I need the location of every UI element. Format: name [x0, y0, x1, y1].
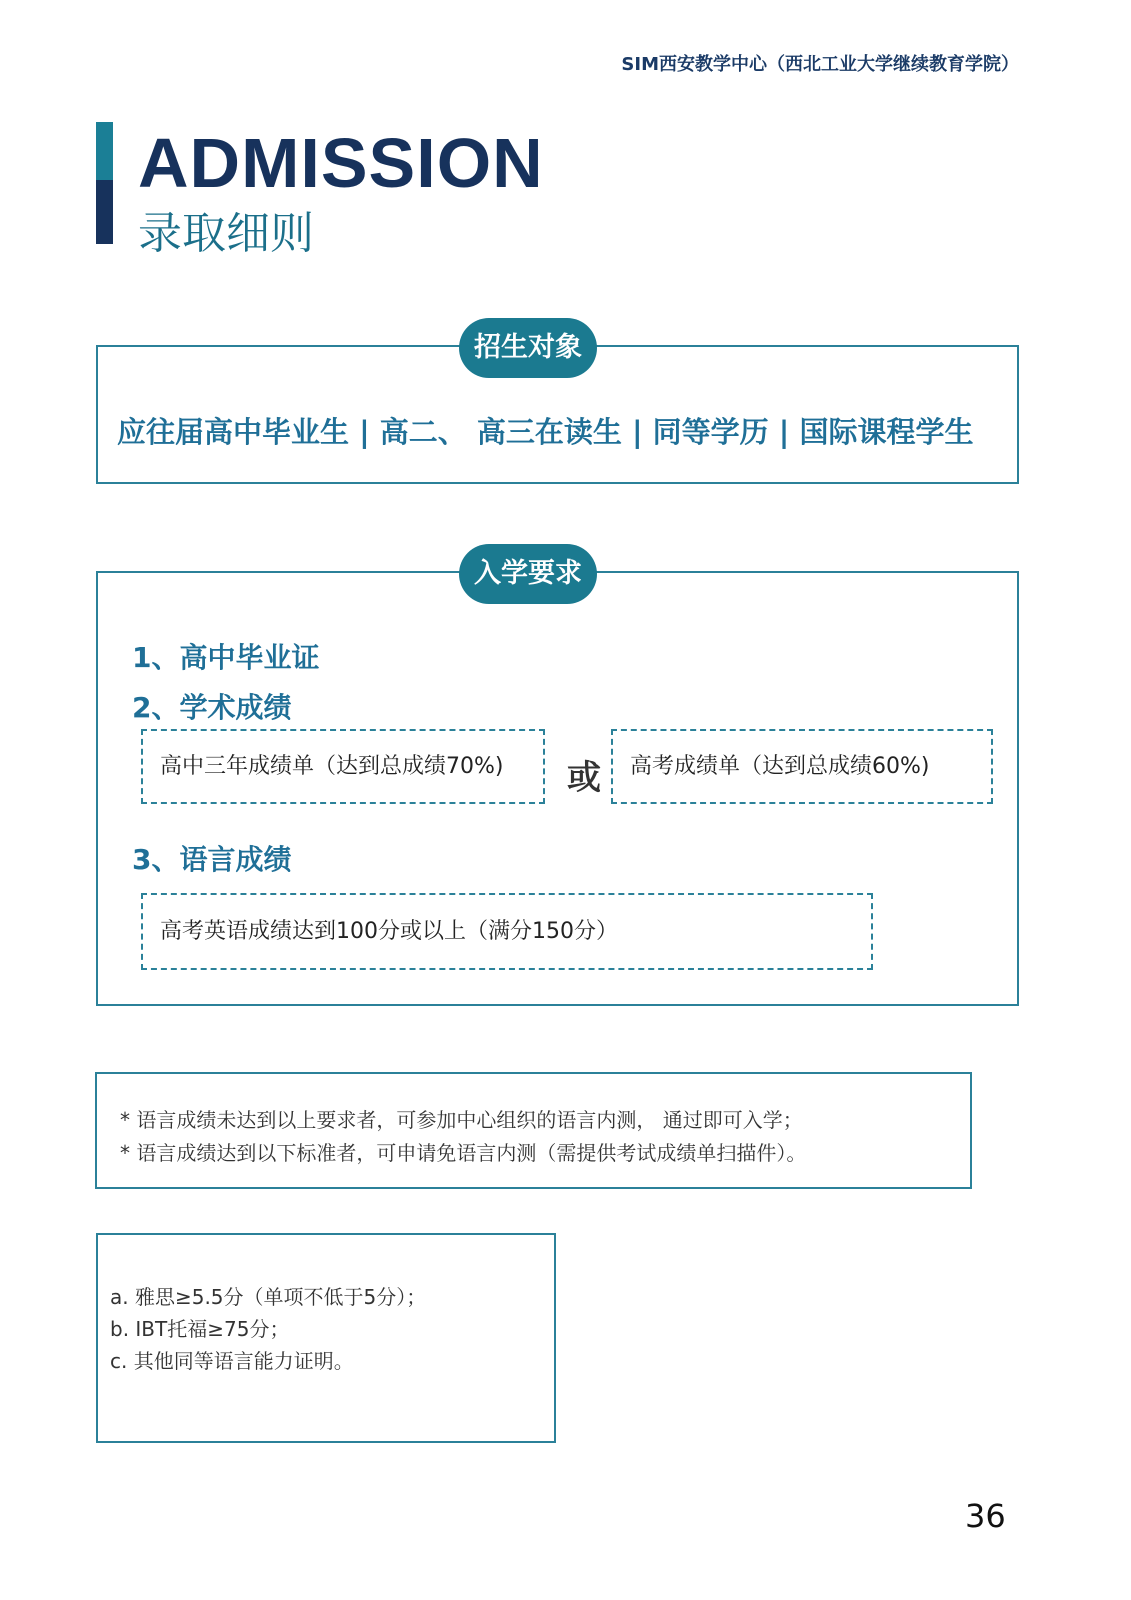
title-accent-bar-top — [96, 122, 113, 180]
requirement-language: 3、语言成绩 — [132, 843, 292, 876]
requirements-label: 入学要求 — [459, 544, 597, 604]
exam-other: c. 其他同等语言能力证明。 — [110, 1349, 354, 1373]
organization-header: SIM西安教学中心（西北工业大学继续教育学院） — [621, 54, 1019, 75]
academic-option-transcript-text: 高中三年成绩单（达到总成绩70%) — [160, 754, 504, 779]
language-note-2: * 语言成绩达到以下标准者，可申请免语言内测（需提供考试成绩单扫描件）。 — [120, 1141, 807, 1165]
or-separator: 或 — [567, 758, 601, 798]
page-number: 36 — [965, 1497, 1006, 1535]
academic-option-transcript — [141, 729, 545, 804]
page-title-english: ADMISSION — [138, 124, 544, 202]
language-note-1: * 语言成绩未达到以上要求者，可参加中心组织的语言内测， 通过即可入学； — [120, 1108, 803, 1132]
requirement-diploma: 1、高中毕业证 — [132, 641, 320, 674]
language-requirement-box — [141, 893, 873, 970]
academic-option-gaokao — [611, 729, 993, 804]
page-title-chinese: 录取细则 — [138, 208, 314, 259]
admission-target-text: 应往届高中毕业生 | 高二、 高三在读生 | 同等学历 | 国际课程学生 — [117, 415, 974, 449]
exam-ielts: a. 雅思≥5.5分（单项不低于5分）； — [110, 1285, 427, 1309]
admission-target-label: 招生对象 — [459, 318, 597, 378]
academic-option-gaokao-text: 高考成绩单（达到总成绩60%) — [630, 754, 930, 779]
requirement-academic: 2、学术成绩 — [132, 691, 292, 724]
exam-toefl: b. IBT托福≥75分； — [110, 1317, 290, 1341]
language-requirement-text: 高考英语成绩达到100分或以上（满分150分） — [160, 919, 618, 944]
title-accent-bar-bottom — [96, 180, 113, 244]
